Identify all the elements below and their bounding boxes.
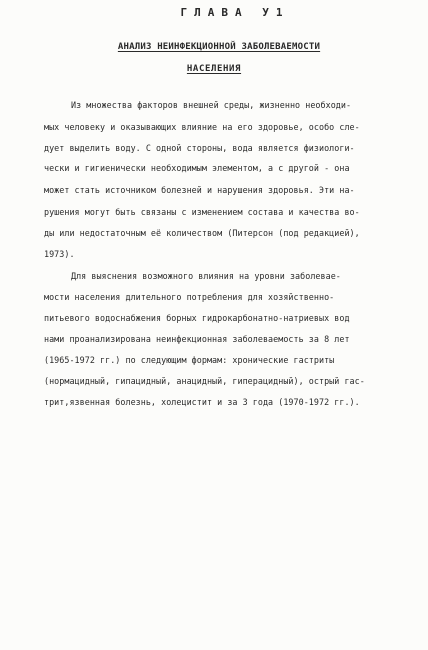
paragraph-1-line: 1973).	[44, 249, 75, 259]
paragraph-1-line: может стать источником болезней и нарушения здоровья. Эти на-	[44, 185, 355, 195]
paragraph-2-line: мости населения длительного потребления для хозяйственно-	[44, 292, 335, 302]
title-line-1: АНАЛИЗ НЕИНФЕКЦИОННОЙ ЗАБОЛЕВАЕМОСТИ	[117, 42, 321, 52]
paragraph-1-line: ды или недостаточным её количеством (Питерсон (под редакцией),	[44, 228, 360, 238]
paragraph-1-line: Из множества факторов внешней среды, жизненно необходи-	[71, 100, 352, 110]
title-line-2: НАСЕЛЕНИЯ	[186, 64, 242, 74]
paragraph-1-line: мых человеку и оказывающих влияние на его здоровье, особо сле-	[44, 122, 360, 132]
paragraph-2-line: (1965-1972 гг.) по следующим формам: хронические гастриты	[44, 355, 335, 365]
paragraph-2-line: нами проанализирована неинфекционная заболеваемость за 8 лет	[44, 334, 350, 344]
paragraph-2-line: питьевого водоснабжения борных гидрокарбонатно-натриевых вод	[44, 313, 350, 323]
paragraph-1-line: рушения могут быть связаны с изменением состава и качества во-	[44, 207, 360, 217]
paragraph-1-line: дует выделить воду. С одной стороны, вода является физиологи-	[44, 143, 355, 153]
paragraph-2-line: (нормацидный, гипацидный, анацидный, гиперацидный), острый гас-	[44, 376, 365, 386]
paragraph-2-line: Для выяснения возможного влияния на уровни заболевае-	[71, 271, 341, 281]
chapter-heading: ГЛАВА У1	[180, 6, 290, 19]
paragraph-1-line: чески и гигиенически необходимым элементом, а с другой - она	[44, 163, 350, 173]
paragraph-2-line: трит,язвенная болезнь, холецистит и за 3 года (1970-1972 гг.).	[44, 397, 360, 407]
